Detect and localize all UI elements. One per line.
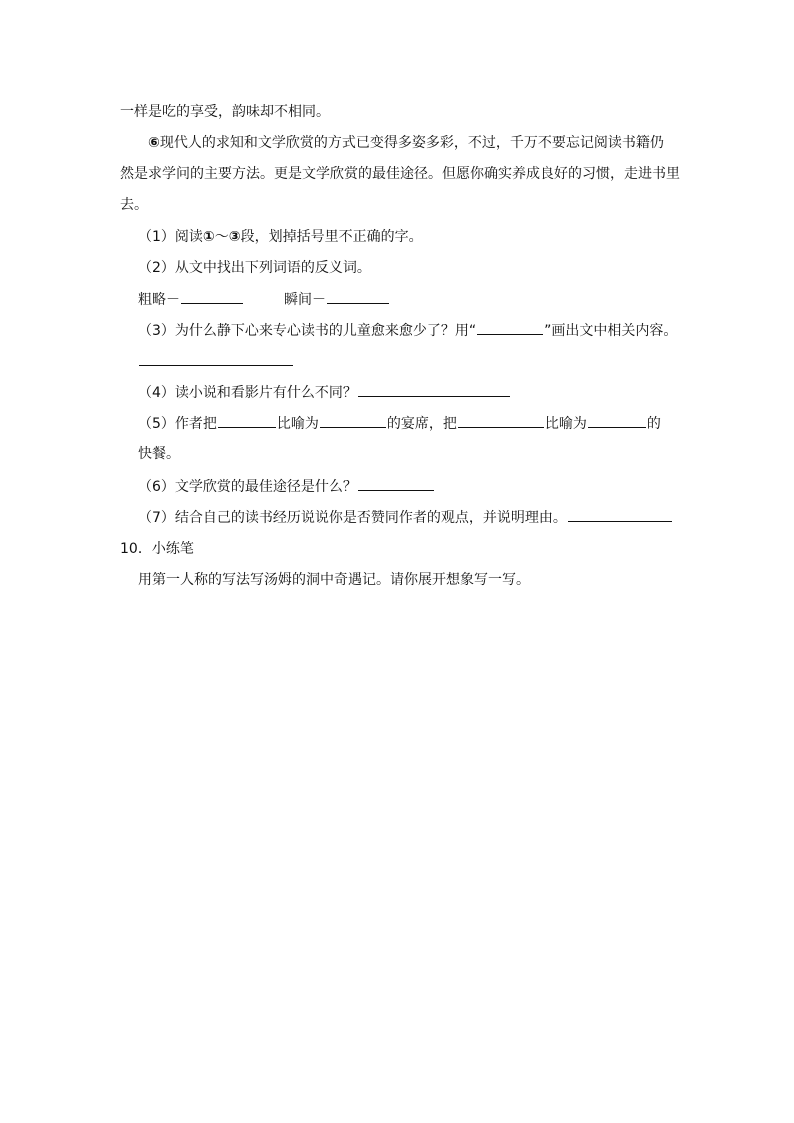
question-5-part-4: 比喻为 <box>544 416 587 432</box>
question-2-answers <box>138 289 678 310</box>
writing-prompt-text: 用第一人称的写法写汤姆的洞中奇遇记。请你展开想象写一写。 <box>138 572 530 588</box>
antonym-word-2: 瞬间－ <box>284 292 326 308</box>
antonym-blank-2[interactable] <box>327 289 389 304</box>
answer-blank-3[interactable] <box>139 351 293 366</box>
answer-blank-7[interactable] <box>568 507 672 522</box>
paragraph-ref-end: ③ <box>228 229 241 245</box>
paragraph-end-text: 一样是吃的享受，韵味却不相同。 <box>120 104 330 120</box>
question-3-suffix: ”画出文中相关内容。 <box>544 323 678 339</box>
underline-marker-blank <box>477 320 543 335</box>
antonym-blank-1[interactable] <box>181 289 243 304</box>
question-5-part-2: 比喻为 <box>276 416 319 432</box>
question-7-text: （7）结合自己的读书经历说说你是否赞同作者的观点，并说明理由。 <box>138 510 567 526</box>
question-4-text: （4）读小说和看影片有什么不同？ <box>138 385 357 401</box>
paragraph-6-text-1: 现代人的求知和文学欣赏的方式已变得多姿多彩，不过，千万不要忘记阅读书籍仍 <box>159 135 664 151</box>
paragraph-6-line-3 <box>120 195 680 215</box>
paragraph-6-text-2: 然是求学问的主要方法。更是文学欣赏的最佳途径。但愿你确实养成良好的习惯，走进书里 <box>120 166 680 182</box>
paragraph-6-line-1 <box>148 133 680 153</box>
question-5-part-5: 的 <box>646 416 661 432</box>
answer-blank-6[interactable] <box>358 476 434 491</box>
question-3-answer-line <box>138 351 678 372</box>
paragraph-6-text-3: 去。 <box>120 197 148 213</box>
question-5-line-2 <box>138 444 678 464</box>
answer-blank-5c[interactable] <box>458 413 544 428</box>
question-4 <box>138 382 678 403</box>
answer-blank-5b[interactable] <box>320 413 386 428</box>
question-6 <box>138 476 678 497</box>
question-3 <box>138 320 678 341</box>
question-7 <box>138 507 678 528</box>
answer-blank-5a[interactable] <box>218 413 276 428</box>
section-10-heading <box>120 539 680 559</box>
question-5-line-1 <box>138 413 678 434</box>
range-tilde: ～ <box>214 229 229 245</box>
antonym-word-1: 粗略－ <box>138 292 180 308</box>
paragraph-continuation <box>120 102 680 122</box>
question-1-suffix: 段，划掉括号里不正确的字。 <box>240 229 423 245</box>
question-6-text: （6）文学欣赏的最佳途径是什么？ <box>138 479 357 495</box>
question-1-prefix: （1）阅读 <box>138 229 203 245</box>
question-5-part-1: （5）作者把 <box>138 416 217 432</box>
section-10-prompt <box>138 570 678 590</box>
question-1 <box>138 227 678 247</box>
answer-blank-4[interactable] <box>358 382 510 397</box>
question-2 <box>138 258 678 278</box>
answer-blank-5d[interactable] <box>588 413 646 428</box>
paragraph-ref-start: ① <box>202 229 215 245</box>
question-5-part-3: 的宴席，把 <box>386 416 457 432</box>
section-10-title: 10．小练笔 <box>120 541 194 557</box>
paragraph-marker: ⑥ <box>148 135 160 151</box>
question-3-prefix: （3）为什么静下心来专心读书的儿童愈来愈少了？用“ <box>138 323 477 339</box>
question-2-text: （2）从文中找出下列词语的反义词。 <box>138 260 371 276</box>
paragraph-6-line-2 <box>120 164 680 184</box>
question-5-line-2-text: 快餐。 <box>138 446 180 462</box>
